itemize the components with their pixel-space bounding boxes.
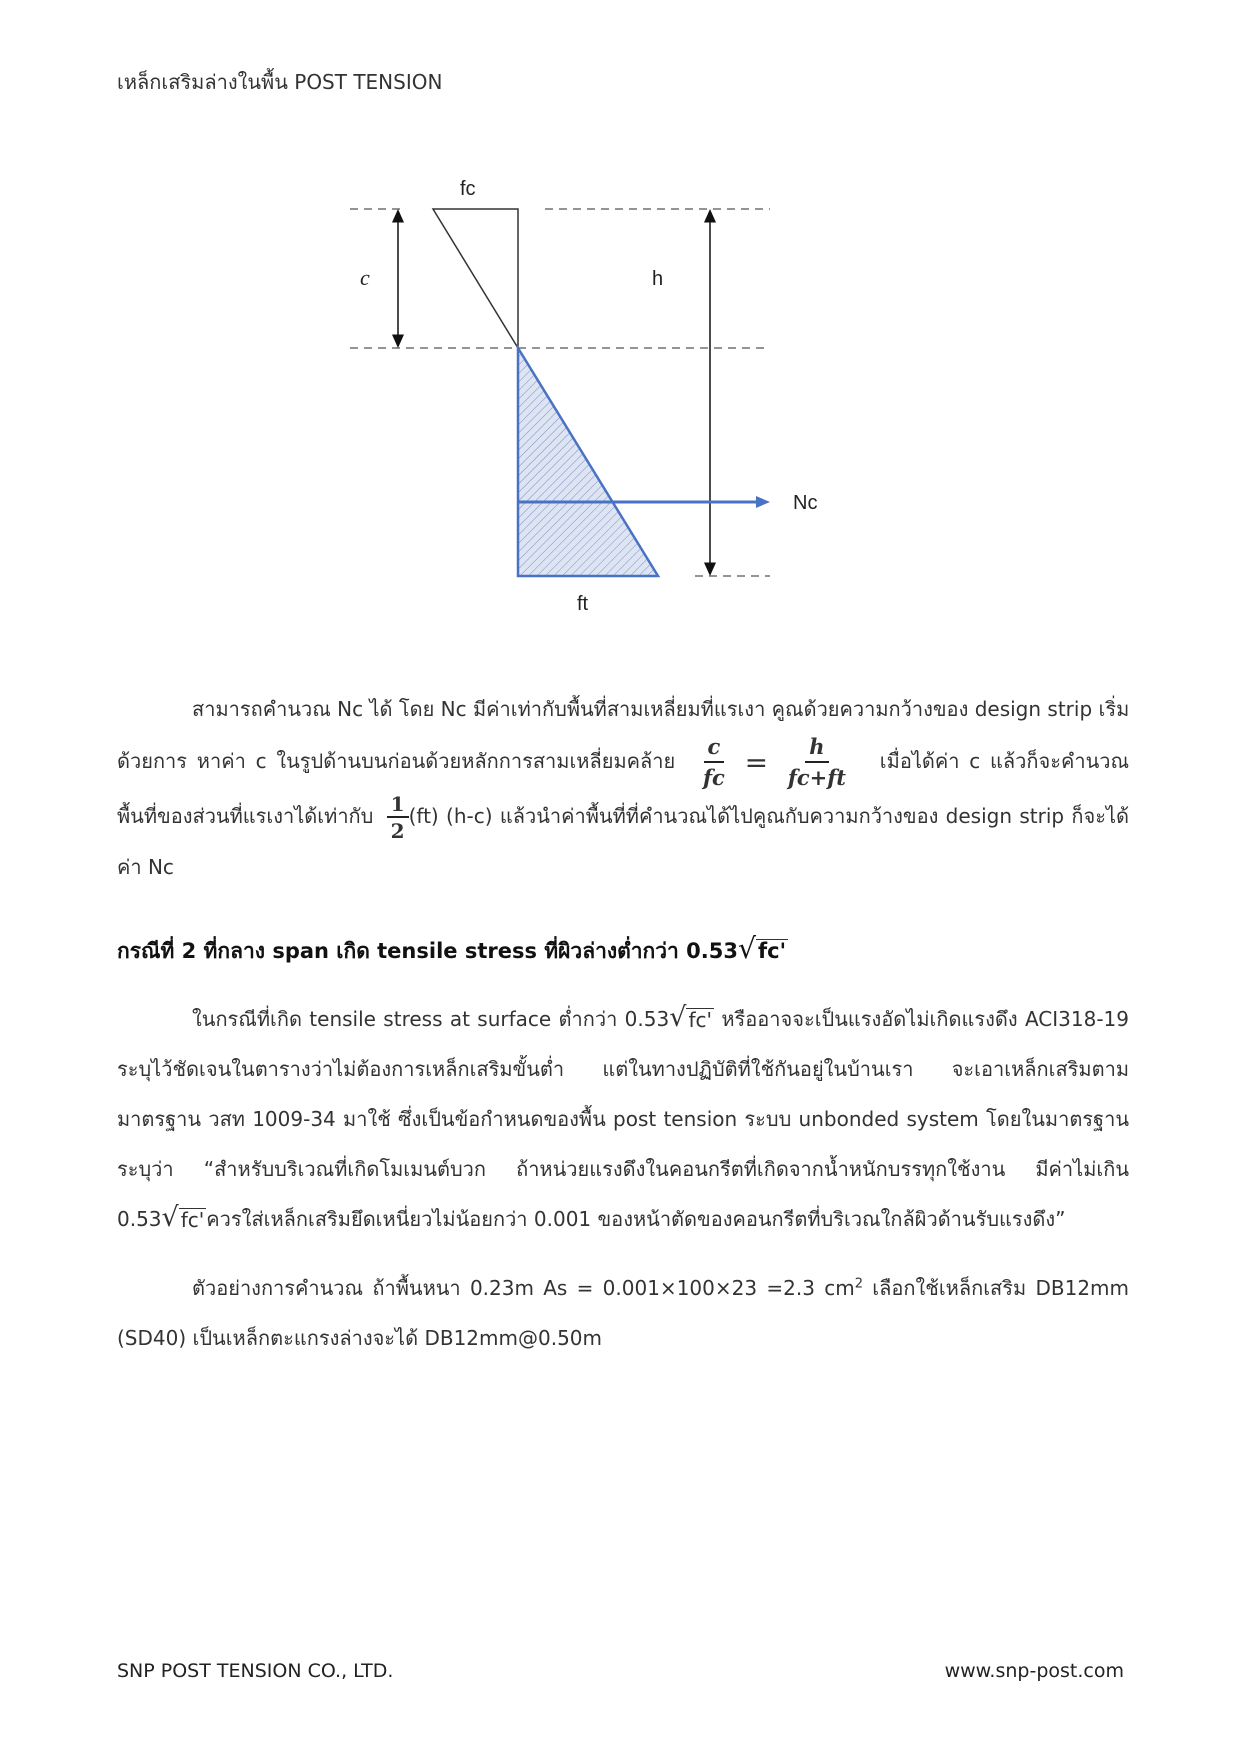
nc-label: Nc bbox=[793, 492, 818, 514]
c-label: c bbox=[360, 265, 370, 290]
sqrt-fc bbox=[737, 932, 788, 965]
section-heading bbox=[117, 932, 788, 968]
sqrt-argument: fc' bbox=[688, 1008, 712, 1032]
sqrt-symbol: √ bbox=[161, 1202, 179, 1233]
paragraph-1-text-2a: ด้วยการ หาค่า c ในรูปด้านบนก่อนด้วยหลักการสามเหลี่ยมคล้าย bbox=[117, 749, 676, 773]
sqrt-fc-inline-2 bbox=[162, 1204, 207, 1231]
fraction-c-over-fc bbox=[699, 734, 729, 791]
paragraph-1-text-4: ค่า Nc bbox=[117, 855, 174, 879]
paragraph-2-text-4: ระบุว่า “สำหรับบริเวณที่เกิดโมเมนต์บวก ถ้าหน่วยแรงดึงในคอนกรีตที่เกิดจากน้ำหนักบรรทุกใช้งาน มีค่าไม่เกิน bbox=[117, 1157, 1129, 1181]
paragraph-2-text-1b: หรืออาจจะเป็นแรงอัดไม่เกิดแรงดึง ACI318-19 bbox=[721, 1007, 1129, 1031]
fraction-h-over-fc-ft bbox=[784, 734, 850, 791]
stress-diagram-svg bbox=[340, 170, 840, 640]
fraction-1-denominator: fc bbox=[703, 765, 725, 790]
compression-triangle bbox=[433, 209, 518, 348]
paragraph-1-text-2b: เมื่อได้ค่า c แล้วก็จะคำนวณ bbox=[879, 749, 1130, 773]
fraction-2-denominator: fc+ft bbox=[787, 765, 847, 790]
paragraph-3-text-2: (SD40) เป็นเหล็กตะแกรงล่างจะได้ DB12mm@0.50m bbox=[117, 1326, 602, 1350]
paragraph-1-line-4 bbox=[117, 842, 1129, 892]
sqrt-fc-inline-1 bbox=[669, 1004, 714, 1031]
fraction-1-numerator: c bbox=[704, 734, 725, 763]
paragraph-1-text-1: สามารถคำนวณ Nc ได้ โดย Nc มีค่าเท่ากับพื้นที่สามเหลี่ยมที่แรเงา คูณด้วยความกว้างของ design strip เริ่ม bbox=[192, 697, 1130, 721]
footer-website-link[interactable]: www.snp-post.com bbox=[944, 1660, 1124, 1682]
paragraph-2-line-1 bbox=[117, 994, 1129, 1044]
section-heading-text: กรณีที่ 2 ที่กลาง span เกิด tensile stress ที่ผิวล่างต่ำกว่า 0.53 bbox=[117, 939, 738, 963]
paragraph-2-line-2 bbox=[117, 1044, 1129, 1094]
paragraph-3 bbox=[117, 1263, 1129, 1363]
paragraph-1-text-3b: (ft) (h-c) แล้วนำค่าพื้นที่ที่คำนวณได้ไปคูณกับความกว้างของ design strip ก็จะได้ bbox=[408, 804, 1129, 828]
superscript-2: 2 bbox=[854, 1276, 863, 1292]
paragraph-1-line-2 bbox=[117, 734, 1129, 791]
paragraph-2-text-3: มาตรฐาน วสท 1009-34 มาใช้ ซึ่งเป็นข้อกำหนดของพื้น post tension ระบบ unbonded system โดยในมาตรฐาน bbox=[117, 1107, 1129, 1131]
footer-company: SNP POST TENSION CO., LTD. bbox=[117, 1660, 394, 1682]
fc-label: fc bbox=[460, 178, 476, 200]
paragraph-2-line-4 bbox=[117, 1144, 1129, 1194]
sqrt-argument: fc' bbox=[758, 939, 787, 964]
paragraph-3-line-2 bbox=[117, 1313, 1129, 1363]
paragraph-2-text-1a: ในกรณีที่เกิด tensile stress at surface ต่ำกว่า 0.53 bbox=[192, 1007, 670, 1031]
paragraph-2-text-5b: ควรใส่เหล็กเสริมยึดเหนี่ยวไม่น้อยกว่า 0.001 ของหน้าตัดของคอนกรีตที่บริเวณใกล้ผิวด้านรับแรงดึง” bbox=[206, 1207, 1066, 1231]
paragraph-2-text-5a: 0.53 bbox=[117, 1207, 162, 1231]
paragraph-3-line-1 bbox=[117, 1263, 1129, 1313]
paragraph-1-line-1 bbox=[117, 684, 1129, 734]
fraction-2-numerator: h bbox=[805, 734, 828, 763]
sqrt-symbol: √ bbox=[669, 1002, 687, 1033]
paragraph-2-line-5 bbox=[117, 1194, 1129, 1244]
paragraph-2-text-2: ระบุไว้ชัดเจนในตารางว่าไม่ต้องการเหล็กเสริมขั้นต่ำ แต่ในทางปฏิบัติที่ใช้กันอยู่ในบ้านเรา จะเอาเหล็กเสริมตาม bbox=[117, 1057, 1129, 1081]
page-header: เหล็กเสริมล่างในพื้น POST TENSION bbox=[117, 70, 443, 94]
paragraph-2 bbox=[117, 994, 1129, 1244]
half-numerator: 1 bbox=[387, 793, 409, 818]
paragraph-2-line-3 bbox=[117, 1094, 1129, 1144]
equals-sign: = bbox=[744, 745, 769, 779]
paragraph-1 bbox=[117, 684, 1129, 892]
half-denominator: 2 bbox=[390, 819, 405, 843]
ft-label: ft bbox=[577, 593, 589, 615]
h-label: h bbox=[652, 268, 664, 290]
paragraph-3-text-1b: เลือกใช้เหล็กเสริม DB12mm bbox=[872, 1276, 1130, 1300]
stress-diagram bbox=[340, 170, 840, 640]
fraction-one-half bbox=[387, 793, 409, 842]
paragraph-1-line-3 bbox=[117, 791, 1129, 842]
paragraph-1-text-3a: พื้นที่ของส่วนที่แรเงาได้เท่ากับ bbox=[117, 804, 374, 828]
tension-triangle bbox=[518, 348, 658, 576]
sqrt-argument: fc' bbox=[180, 1208, 205, 1232]
sqrt-symbol: √ bbox=[737, 932, 757, 965]
paragraph-3-text-1a: ตัวอย่างการคำนวณ ถ้าพื้นหนา 0.23m As = 0.001×100×23 =2.3 cm bbox=[192, 1276, 855, 1300]
nc-arrow-head bbox=[756, 496, 770, 508]
